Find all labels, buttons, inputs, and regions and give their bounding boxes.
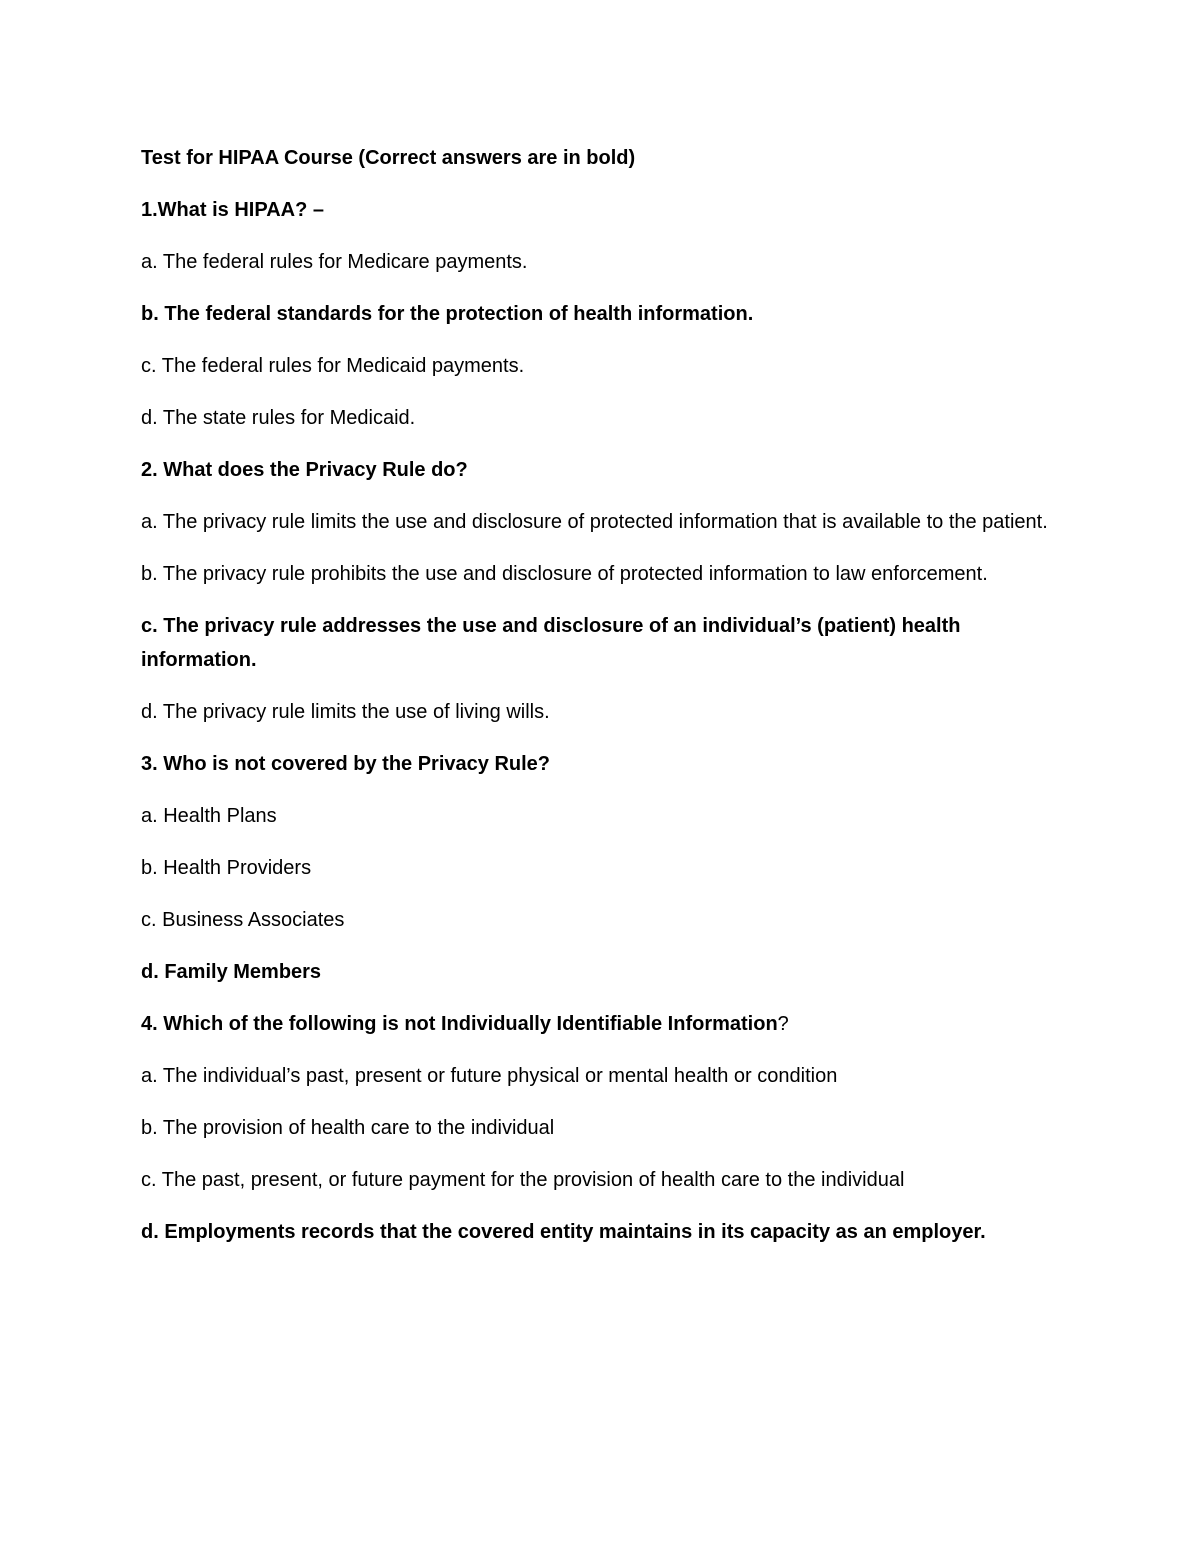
question-3: 3. Who is not covered by the Privacy Rule? xyxy=(141,753,550,775)
q2-option-d: d. The privacy rule limits the use of living wills. xyxy=(141,701,550,723)
question-1: 1.What is HIPAA? – xyxy=(141,199,324,221)
q2-option-c-correct: c. The privacy rule addresses the use and disclosure of an individual’s (patient) health information. xyxy=(141,615,961,671)
q3-option-c: c. Business Associates xyxy=(141,909,345,931)
question-4-mark: ? xyxy=(777,1013,789,1035)
q4-option-d-correct: d. Employments records that the covered entity maintains in its capacity as an employer. xyxy=(141,1221,986,1243)
q1-option-d: d. The state rules for Medicaid. xyxy=(141,407,416,429)
q3-option-b: b. Health Providers xyxy=(141,857,312,879)
q1-option-b-correct: b. The federal standards for the protection of health information. xyxy=(141,303,754,325)
q2-option-a: a. The privacy rule limits the use and disclosure of protected information that is available to the patient. xyxy=(141,511,1048,533)
question-4 xyxy=(141,1007,1081,1041)
q3-option-d-correct: d. Family Members xyxy=(141,961,322,983)
q1-option-a: a. The federal rules for Medicare payments. xyxy=(141,251,528,273)
q1-option-c: c. The federal rules for Medicaid payments. xyxy=(141,355,525,377)
document-body xyxy=(141,141,1081,1267)
q2-option-b: b. The privacy rule prohibits the use and disclosure of protected information to law enforcement. xyxy=(141,563,988,585)
q3-option-a: a. Health Plans xyxy=(141,805,277,827)
q4-option-b: b. The provision of health care to the individual xyxy=(141,1117,555,1139)
question-2: 2. What does the Privacy Rule do? xyxy=(141,459,468,481)
question-4-text: 4. Which of the following is not Individually Identifiable Information xyxy=(141,1013,778,1035)
document-title: Test for HIPAA Course (Correct answers are in bold) xyxy=(141,147,636,169)
q4-option-a: a. The individual’s past, present or future physical or mental health or condition xyxy=(141,1065,838,1087)
q4-option-c: c. The past, present, or future payment for the provision of health care to the individual xyxy=(141,1169,905,1191)
